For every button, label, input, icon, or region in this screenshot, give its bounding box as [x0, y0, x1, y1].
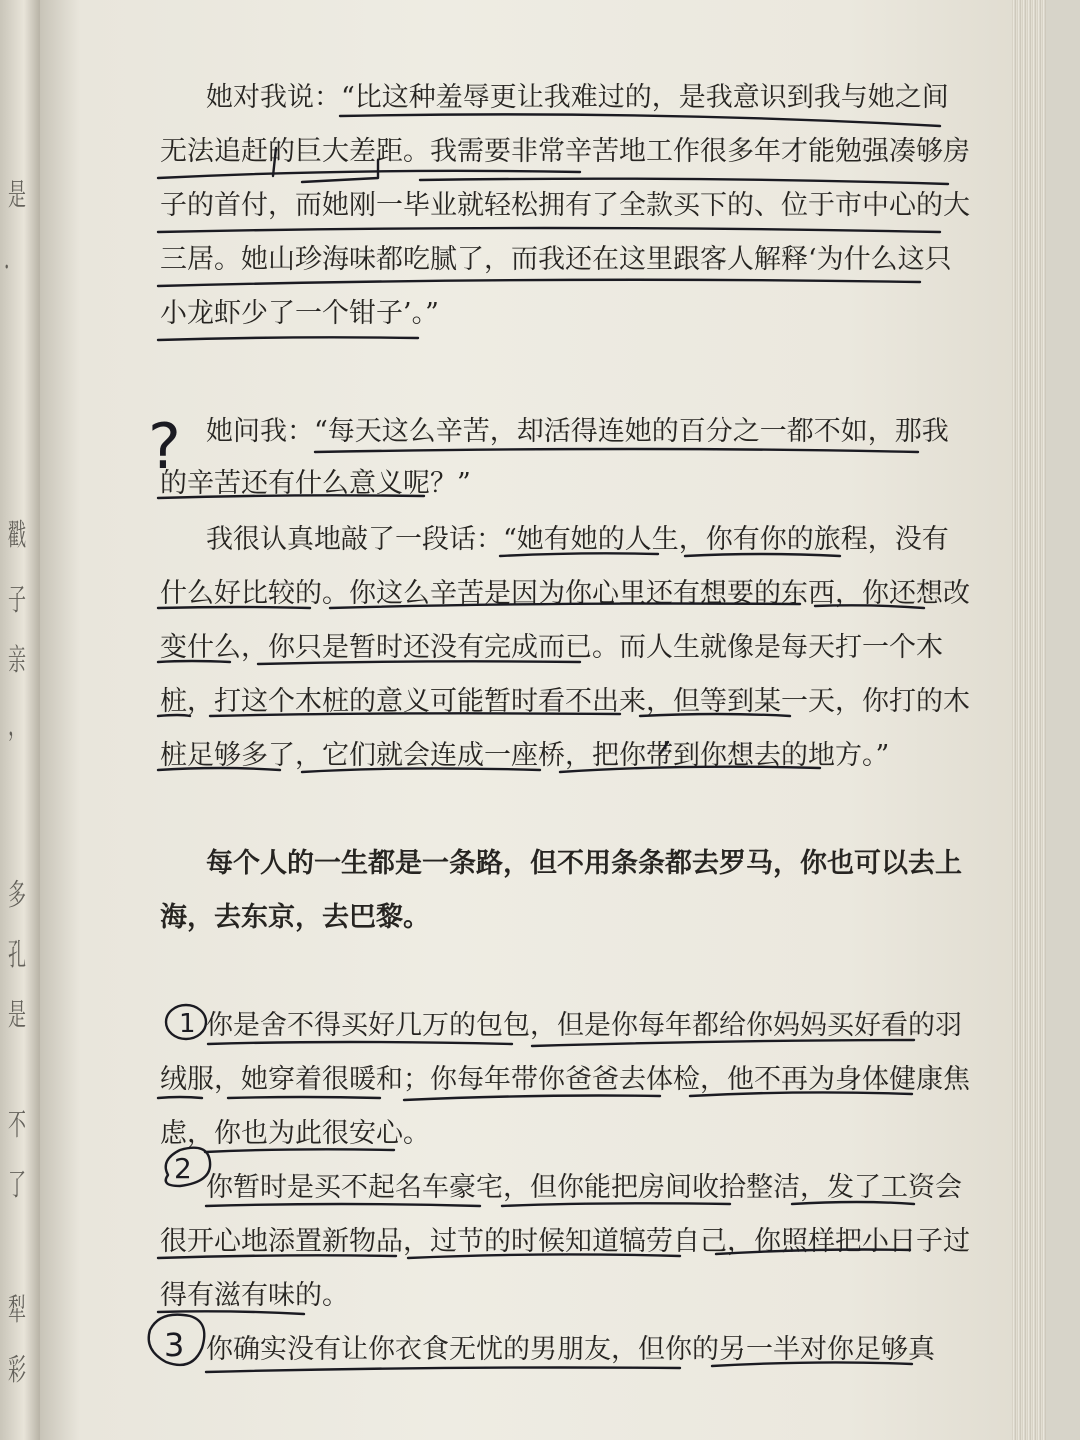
ink-underline — [206, 1202, 914, 1206]
text-line: 变什么，你只是暂时还没有完成而已。而人生就像是每天打一个木 — [160, 632, 943, 663]
left-page-char: · — [3, 250, 10, 285]
number-1-annotation: 1 — [179, 1009, 196, 1039]
ink-underline — [500, 553, 840, 556]
text-line: 我很认真地敲了一段话：“她有她的人生，你有你的旅程，没有 — [206, 524, 949, 555]
ink-underline — [208, 1040, 914, 1046]
bold-text-line: 海，去东京，去巴黎。 — [160, 902, 430, 933]
ink-underline — [420, 179, 948, 184]
left-page-char: 亲 — [8, 643, 26, 678]
number-3-annotation: 3 — [164, 1326, 185, 1364]
left-page-char: 是 — [8, 998, 26, 1033]
left-page-char: 不 — [8, 1108, 26, 1143]
text-line: 绒服，她穿着很暖和；你每年带你爸爸去体检，他不再为身体健康焦 — [160, 1064, 970, 1095]
ink-underline — [158, 767, 820, 772]
left-page-char: 戳 — [8, 518, 26, 553]
ink-underline — [206, 1362, 912, 1372]
left-page-char: 犁 — [8, 1293, 26, 1328]
left-page-char: 彩 — [8, 1353, 26, 1388]
number-2-annotation: 2 — [174, 1152, 192, 1185]
left-page-char: 子 — [8, 583, 26, 618]
ink-underline — [158, 1250, 910, 1259]
ink-underline — [158, 604, 924, 609]
adjacent-page-margin — [0, 0, 40, 1440]
bold-text-line: 每个人的一生都是一条路，但不用条条都去罗马，你也可以去上 — [206, 848, 962, 879]
ink-underline — [158, 1092, 912, 1100]
text-line: 什么好比较的。你这么辛苦是因为你心里还有想要的东西，你还想改 — [160, 578, 970, 609]
ink-underline — [273, 148, 378, 182]
ink-underline — [158, 228, 940, 232]
text-line: 三居。她山珍海味都吃腻了，而我还在这里跟客人解释‘为什么这只 — [160, 244, 952, 275]
book-page — [40, 0, 1046, 1440]
ink-underline — [158, 280, 920, 286]
left-page-char: 多 — [8, 878, 26, 913]
text-line: 的辛苦还有什么意义呢？” — [160, 468, 471, 499]
ink-underline — [660, 742, 668, 754]
text-line: 得有滋有味的。 — [160, 1280, 349, 1311]
text-line: 很开心地添置新物品，过节的时候知道犒劳自己，你照样把小日子过 — [160, 1226, 970, 1257]
text-line: 她对我说：“比这种羞辱更让我难过的，是我意识到我与她之间 — [206, 82, 949, 113]
left-page-char: ， — [8, 708, 26, 743]
ink-underline — [158, 713, 790, 716]
ink-underline — [158, 171, 580, 178]
text-line: 桩，打这个木桩的意义可能暂时看不出来，但等到某一天，你打的木 — [160, 686, 970, 717]
text-line: 无法追赶的巨大差距。我需要非常辛苦地工作很多年才能勉强凑够房 — [160, 136, 970, 167]
text-line: 你确实没有让你衣食无忧的男朋友，但你的另一半对你足够真 — [206, 1334, 935, 1365]
text-line: 你暂时是买不起名车豪宅，但你能把房间收拾整洁，发了工资会 — [206, 1172, 962, 1203]
question-mark-annotation: ? — [148, 410, 181, 483]
text-line: 子的首付，而她刚一毕业就轻松拥有了全款买下的、位于市中心的大 — [160, 190, 970, 221]
ink-underline — [158, 337, 418, 340]
text-line: 虑，你也为此很安心。 — [160, 1118, 430, 1149]
ink-underline — [340, 114, 940, 126]
ink-underline — [158, 661, 580, 664]
left-page-char: 孔 — [8, 938, 26, 973]
ink-underline — [315, 449, 918, 452]
ink-underline — [158, 495, 424, 498]
text-line: 你是舍不得买好几万的包包，但是你每年都给你妈妈买好看的羽 — [206, 1010, 962, 1041]
text-line: 小龙虾少了一个钳子’。” — [160, 298, 439, 329]
text-line: 桩足够多了，它们就会连成一座桥，把你带到你想去的地方。” — [160, 740, 890, 771]
left-page-char: 是 — [8, 178, 26, 213]
left-page-char: 了 — [8, 1168, 26, 1203]
handwritten-annotations — [40, 0, 1046, 1440]
ink-underline — [205, 1149, 394, 1152]
text-line: 她问我：“每天这么辛苦，却活得连她的百分之一都不如，那我 — [206, 416, 949, 447]
